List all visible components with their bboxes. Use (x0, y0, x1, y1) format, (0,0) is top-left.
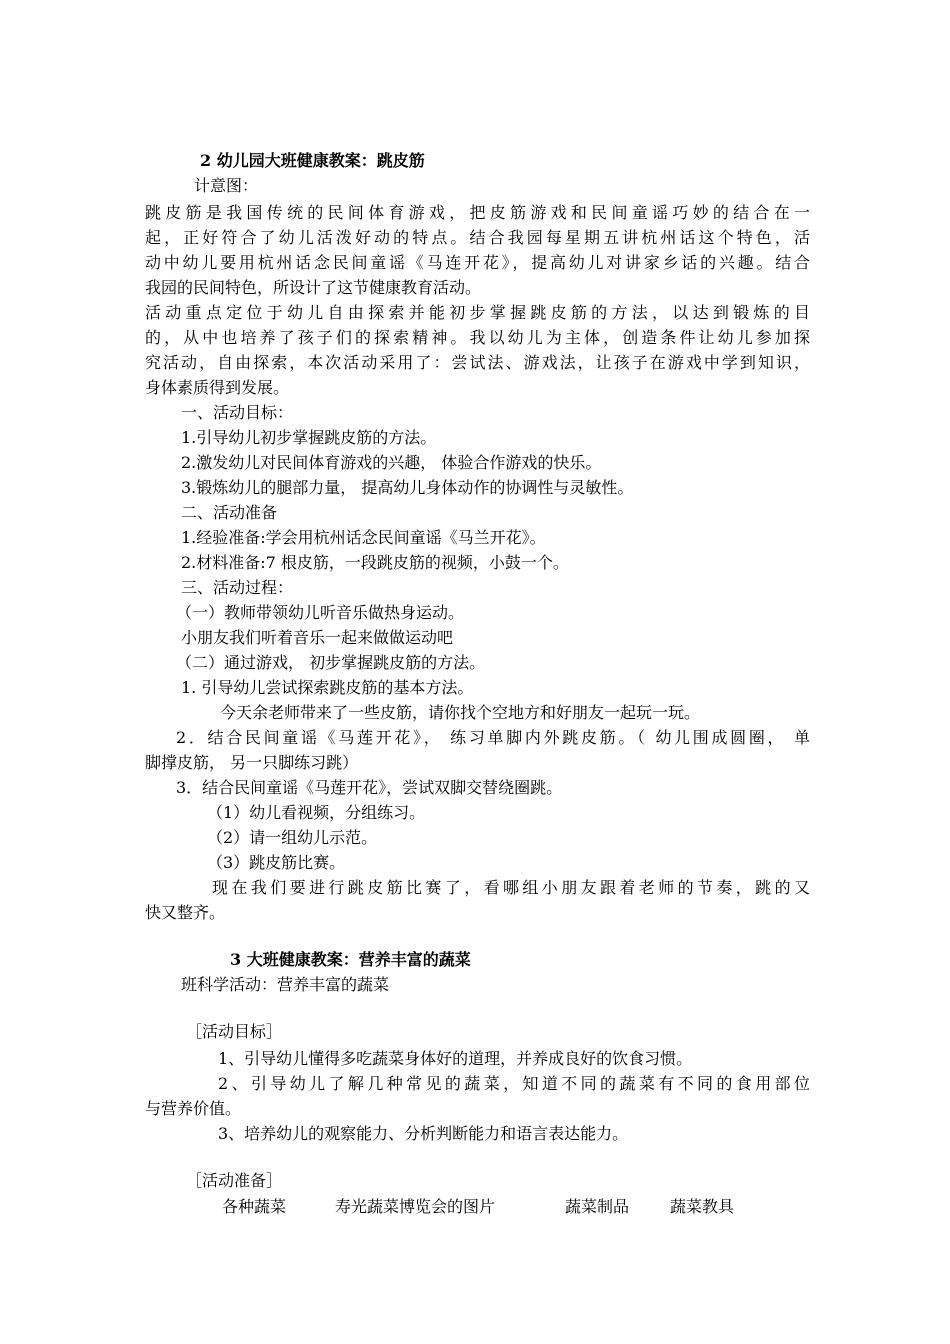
prep-item-teaching-aids: 蔬菜教具 (670, 1197, 735, 1216)
para2-line2: 的，从中也培养了孩子们的探索精神。我以幼儿为主体，创造条件让幼儿参加探 (145, 328, 810, 347)
prep-2: 2.材料准备:7 根皮筋，一段跳皮筋的视频，小鼓一个。 (181, 553, 569, 572)
prep-item-vegetables: 各种蔬菜 (222, 1197, 287, 1216)
para2-line3: 究活动，自由探索，本次活动采用了：尝试法、游戏法，让孩子在游戏中学到知识， (145, 353, 810, 372)
step-a-text: 小朋友我们听着音乐一起来做做运动吧 (181, 628, 454, 647)
prep-heading: 二、活动准备 (181, 503, 278, 522)
s3-prep-heading: ［活动准备］ (186, 1171, 283, 1190)
section-2-subtitle: 计意图： (194, 176, 259, 195)
goal-3: 3.锻炼幼儿的腿部力量， 提高幼儿身体动作的协调性与灵敏性。 (181, 478, 634, 497)
s3-goal-3: 3、培养幼儿的观察能力、分析判断能力和语言表达能力。 (218, 1124, 629, 1143)
section-2-title: 2 幼儿园大班健康教案：跳皮筋 (200, 151, 425, 170)
s3-goal-2-line2: 与营养价值。 (145, 1099, 242, 1118)
goals-heading: 一、活动目标： (181, 403, 294, 422)
step-b1: 1. 引导幼儿尝试探索跳皮筋的基本方法。 (181, 678, 474, 697)
step-b1-text: 今天余老师带来了一些皮筋，请你找个空地方和好朋友一起玩一玩。 (220, 703, 701, 722)
para1-line2: 起，正好符合了幼儿活泼好动的特点。结合我园每星期五讲杭州话这个特色，活 (145, 228, 810, 247)
step-b2-line2: 脚撑皮筋， 另一只脚练习跳） (145, 753, 359, 772)
prep-1: 1.经验准备:学会用杭州话念民间童谣《马兰开花》。 (181, 528, 546, 547)
para2-line4: 身体素质得到发展。 (145, 378, 290, 397)
closing-line1: 现在我们要进行跳皮筋比赛了，看哪组小朋友跟着老师的节奏，跳的又 (212, 878, 810, 897)
step-b: （二）通过游戏， 初步掌握跳皮筋的方法。 (176, 653, 486, 672)
sub-step-1: （1）幼儿看视频，分组练习。 (207, 803, 426, 822)
s3-goal-1: 1、引导幼儿懂得多吃蔬菜身体好的道理，并养成良好的饮食习惯。 (218, 1049, 693, 1068)
process-heading: 三、活动过程： (181, 578, 294, 597)
s3-goal-2-line1: 2、引导幼儿了解几种常见的蔬菜，知道不同的蔬菜有不同的食用部位 (218, 1074, 810, 1093)
prep-item-expo-pictures: 寿光蔬菜博览会的图片 (335, 1197, 496, 1216)
section-3-title: 3 大班健康教案：营养丰富的蔬菜 (230, 950, 471, 969)
prep-item-vegetable-products: 蔬菜制品 (565, 1197, 630, 1216)
sub-step-3: （3）跳皮筋比赛。 (207, 853, 346, 872)
closing-line2: 快又整齐。 (145, 903, 226, 922)
para2-line1: 活动重点定位于幼儿自由探索并能初步掌握跳皮筋的方法，以达到锻炼的目 (145, 303, 810, 322)
sub-step-2: （2）请一组幼儿示范。 (207, 828, 378, 847)
section-3-subtitle: 班科学活动：营养丰富的蔬菜 (181, 975, 390, 994)
step-a: （一）教师带领幼儿听音乐做热身运动。 (176, 603, 465, 622)
para1-line1: 跳皮筋是我国传统的民间体育游戏，把皮筋游戏和民间童谣巧妙的结合在一 (145, 203, 810, 222)
para1-line4: 我园的民间特色，所设计了这节健康教育活动。 (145, 278, 482, 297)
para1-line3: 动中幼儿要用杭州话念民间童谣《马连开花》，提高幼儿对讲家乡话的兴趣。结合 (145, 253, 810, 272)
goal-2: 2.激发幼儿对民间体育游戏的兴趣， 体验合作游戏的快乐。 (181, 453, 602, 472)
step-b2-line1: 2．结合民间童谣《马莲开花》， 练习单脚内外跳皮筋。（ 幼儿围成圆圈， 单 (176, 728, 810, 747)
goal-1: 1.引导幼儿初步掌握跳皮筋的方法。 (181, 428, 437, 447)
s3-goals-heading: ［活动目标］ (186, 1022, 283, 1041)
step-b3: 3．结合民间童谣《马莲开花》，尝试双脚交替绕圈跳。 (176, 778, 563, 797)
